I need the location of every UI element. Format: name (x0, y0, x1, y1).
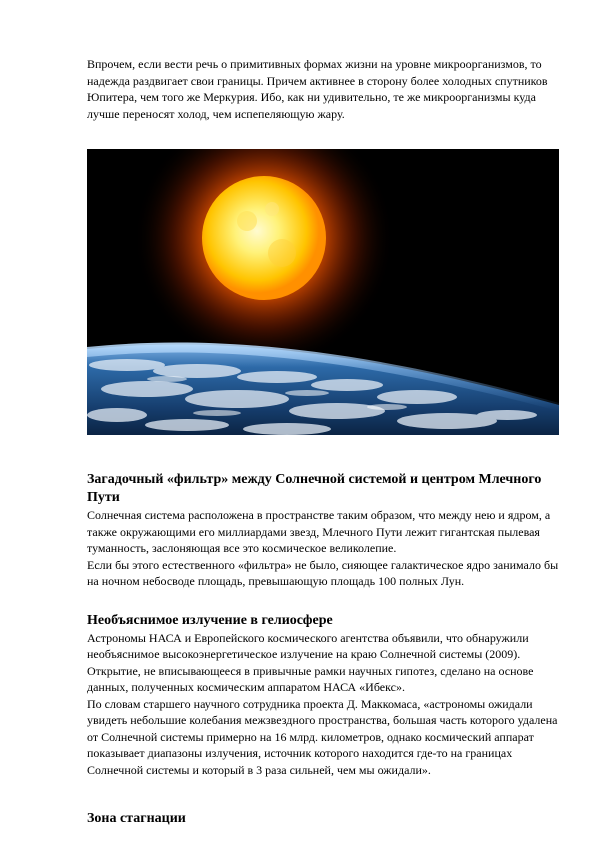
section-heading-radiation: Необъяснимое излучение в гелиосфере (87, 612, 333, 628)
section-filter-paragraph-1: Солнечная система расположена в пространстве таким образом, что между нею и ядром, а также окружающими его миллиардами звезд, Млечного Пути лежит гигантская пылевая туманность, заслоняющая все это космическое великолепие. (87, 508, 551, 555)
section-radiation-paragraph-2: Открытие, не вписывающееся в привычные рамки научных гипотез, сделано на основе данных, полученных космическим аппаратом НАСА «Ибекс». (87, 663, 534, 694)
intro-paragraph: Впрочем, если вести речь о примитивных формах жизни на уровне микроорганизмов, то надежда раздвигает свои границы. Причем активнее в сторону более холодных спутников Юпитера, чем того же Меркурия. Ибо, как ни удивительно, те же микроорганизмы куда лучше переносят холод, чем испепеляющую жару. (87, 57, 548, 121)
section-heading-filter: Загадочный «фильтр» между Солнечной системой и центром Млечного Пути (87, 472, 542, 505)
space-photo-svg (87, 149, 559, 435)
section-radiation-paragraph-3: По словам старшего научного сотрудника проекта Д. Маккомаса, «астрономы ожидали увидеть небольшие колебания межзвездного пространства, большая часть которого удалена от Солнечной системы примерно на 16 млрд. километров, однако космический аппарат показывает диапазоны излучения, источник которого находится где-то на границах Солнечной системы и который в 3 раза сильней, чем мы ожидали». (87, 696, 558, 777)
sun-over-earth-image (87, 149, 559, 435)
section-heading-stagnation: Зона стагнации (87, 811, 186, 826)
document-page (87, 56, 563, 828)
section-filter-paragraph-2: Если бы этого естественного «фильтра» не было, сияющее галактическое ядро занимало бы на ночном небосводе площадь, превышающую площадь 100 полных Лун. (87, 557, 559, 588)
section-radiation-paragraph-1: Астрономы НАСА и Европейского космического агентства объявили, что обнаружили необъяснимое высокоэнергетическое излучение на краю Солнечной системы (2009). (87, 630, 529, 661)
sun (202, 176, 326, 300)
